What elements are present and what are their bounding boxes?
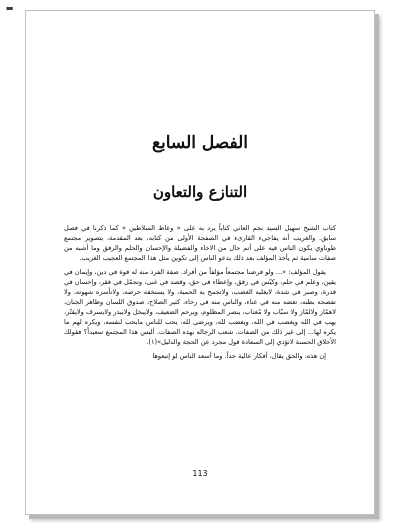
chapter-subtitle: التنازع والتعاون	[152, 183, 248, 201]
document-page	[25, 10, 375, 515]
chapter-title: الفصل السابع	[151, 133, 249, 153]
page-number: 113	[192, 469, 208, 478]
body-text	[64, 223, 336, 365]
paragraph: كتاب الشيخ سهيل السيد نجم العاني كتاباً يرد به على « وعاظ السلاطين » كما ذكرنا في فصل سابق. والغريب أنه يفاجيء القارىء في الصفحة الأولى من كتابه، بعد المقدمة، بتصوير مجتمع طوباوي يكون الناس فيه على أتم حال من الاخاء والفضيلة والإحسان والحلم والرفق وما أشبه من صفات سامية ثم يأخذ المؤلف بعد ذلك يدعو الناس إلى تكوين مثل هذا المجتمع العجيب الغريب.	[64, 224, 336, 262]
paragraph: يقول المؤلف: «... ولو فرضنا مجتمعاً مؤلفاً من أفراد. صفة الفرد منه له قوة في دين، وإيمان في يقين، وعلم في حلم، وكيّس في رفق، وإعطاء في حق، وقصد في غنى، وتجمّل في فقر، وإحسان في قدرة، وصبر في شدة، لايغلبه الغضب، ولاتجمح به الحمية، ولا يستخفه حرصه، ولاتأسره شهوته، ولا تفضحه بطنه، تغضه منه في عناء، والناس منه في رخاء، كثير الصلاح، صدوق اللسان وظاهر الجنان، لاهمّاز ولالمّاز ولا سبّاب ولا مُغتاب، ينصر المظلوم، ويرحم الضعيف، ولايبخل ولايبذر ولايسرف ولايقتّر، يهب في الله ويغضب في الله، ويغضب لله، ويرضى لله، يحب للناس مايحب لنفسه، ويكره لهم ما يكره لها... إلى غير ذلك من الصفات. شعب الرجاله بهذه الصفات. أليس هذا المجتمع سعيداً؟ فقولك الأخلاق الحسنة لاتؤدي إلى السعادة قول مجرد عن الحجة والدليل»(١).	[64, 268, 336, 346]
corner-mark: ▪▪	[6, 5, 13, 12]
paragraph: إن هذه، والحق يقال، أفكار عالية جداً. وما أسعد الناس لو إتبعوها	[152, 352, 326, 360]
